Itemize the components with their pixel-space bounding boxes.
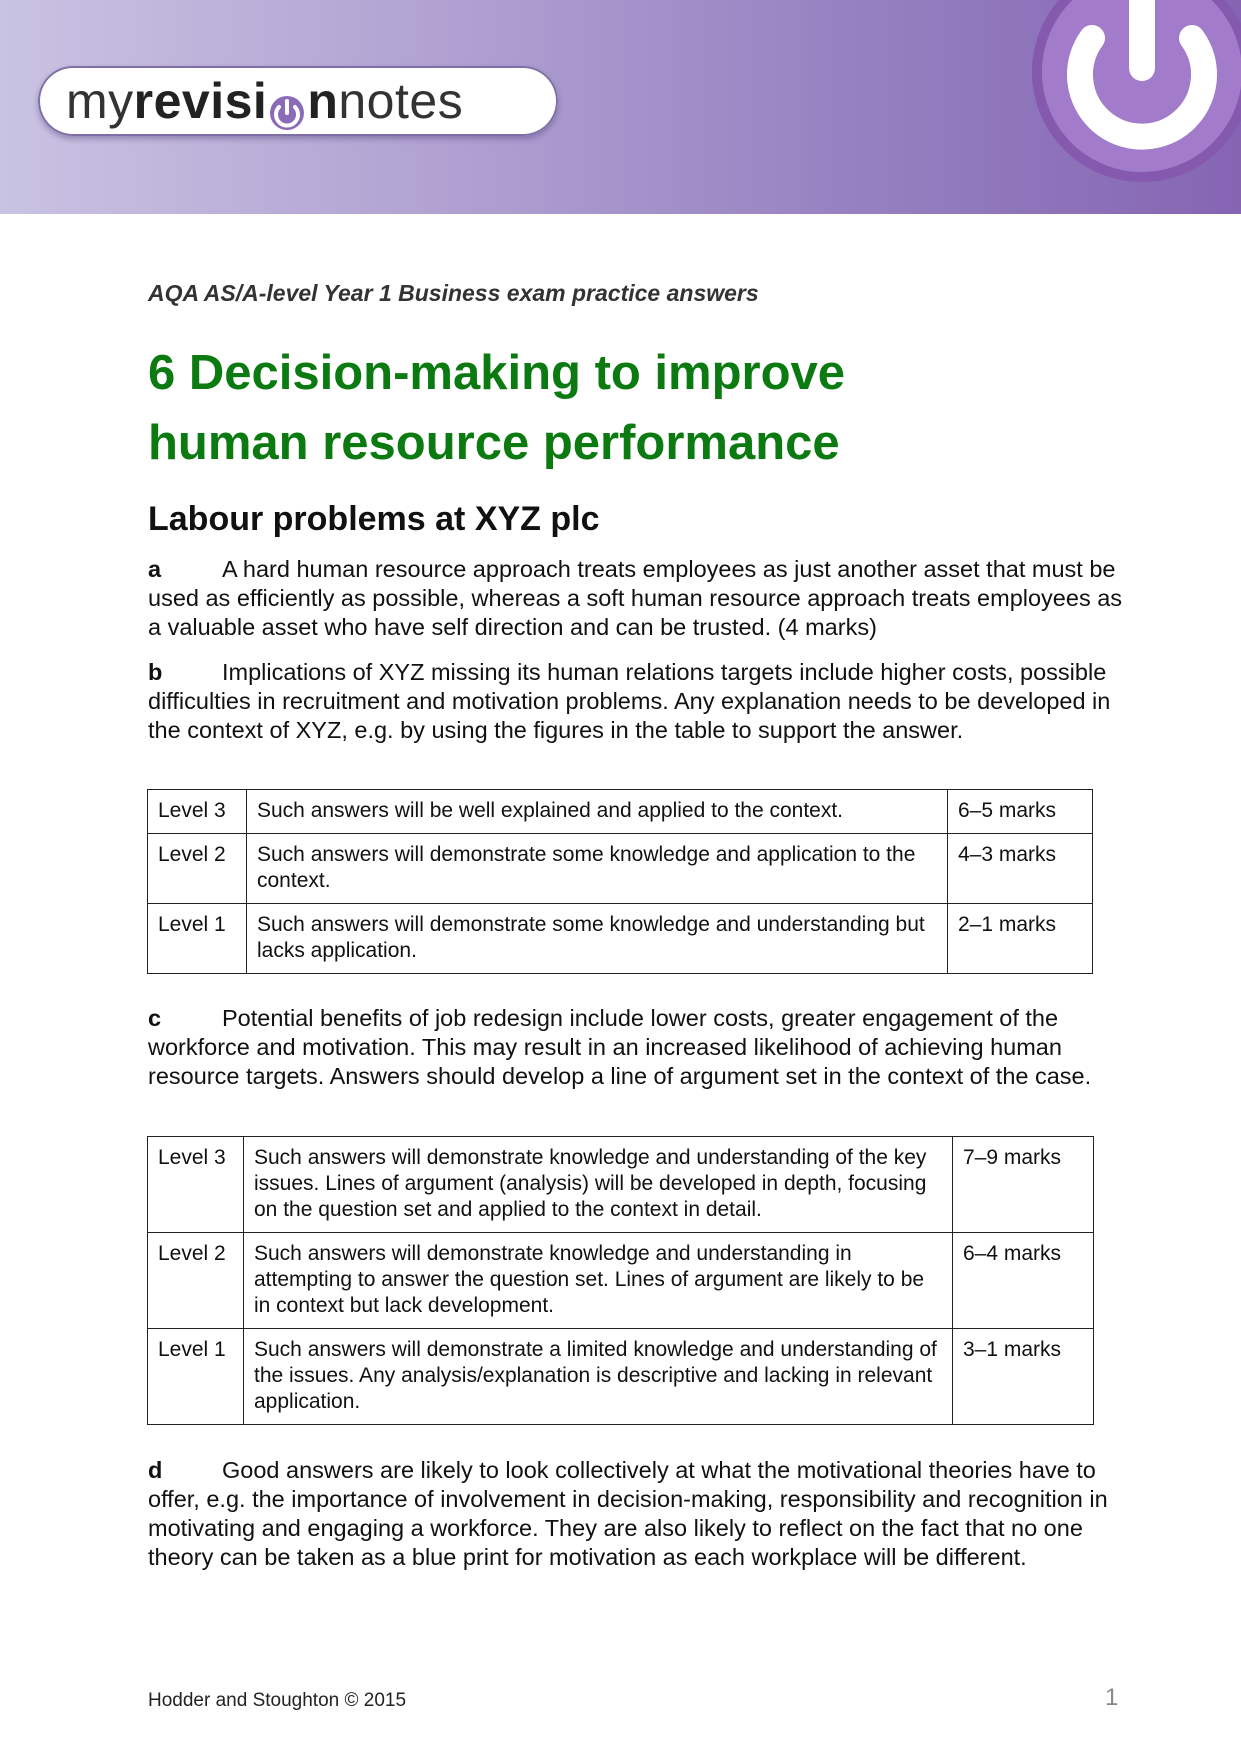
logo-text-my: my <box>66 73 134 129</box>
header-banner <box>0 0 1241 214</box>
answer-letter: a <box>148 556 162 582</box>
logo-text-notes: notes <box>338 73 464 129</box>
marks-cell: 4–3 marks <box>948 834 1093 904</box>
answer-letter: b <box>148 659 163 685</box>
page-title <box>148 338 1128 478</box>
answer-b <box>148 658 1128 745</box>
section-heading: Labour problems at XYZ plc <box>148 500 600 538</box>
level-cell: Level 3 <box>148 1137 244 1233</box>
level-cell: Level 1 <box>148 1329 244 1425</box>
page-number: 1 <box>1105 1684 1119 1711</box>
table-row <box>148 1137 1094 1233</box>
description-cell: Such answers will be well explained and applied to the context. <box>247 790 948 834</box>
level-cell: Level 3 <box>148 790 247 834</box>
table-row <box>148 834 1093 904</box>
answer-letter: d <box>148 1457 163 1483</box>
footer-publisher: Hodder and Stoughton © 2015 <box>148 1690 407 1711</box>
table-row <box>148 790 1093 834</box>
answer-text: A hard human resource approach treats employees as just another asset that must be used as efficiently as possible, whereas a soft human resource approach treats employees as a valuable asset who have self direction and can be trusted. (4 marks) <box>148 556 1123 640</box>
description-cell: Such answers will demonstrate knowledge and understanding of the key issues. Lines of argument (analysis) will be developed in depth, focusing on the question set and applied to the context in detail. <box>244 1137 953 1233</box>
marks-cell: 3–1 marks <box>953 1329 1094 1425</box>
my-revision-notes-logo <box>38 66 558 136</box>
marks-cell: 6–4 marks <box>953 1233 1094 1329</box>
marks-cell: 7–9 marks <box>953 1137 1094 1233</box>
title-line-2: human resource performance <box>148 416 840 470</box>
table-row <box>148 904 1093 974</box>
answer-text: Good answers are likely to look collectively at what the motivational theories have to offer, e.g. the importance of involvement in decision-making, responsibility and recognition in motivating and engaging a workforce. They are also likely to reflect on the fact that no one theory can be taken as a blue print for motivation as each workplace will be different. <box>148 1457 1108 1570</box>
marks-cell: 6–5 marks <box>948 790 1093 834</box>
level-cell: Level 1 <box>148 904 247 974</box>
power-icon <box>1030 0 1241 200</box>
table-row <box>148 1329 1094 1425</box>
answer-letter: c <box>148 1005 162 1031</box>
level-cell: Level 2 <box>148 1233 244 1329</box>
logo-text-n: n <box>307 73 339 129</box>
description-cell: Such answers will demonstrate some knowledge and application to the context. <box>247 834 948 904</box>
answer-text: Potential benefits of job redesign include lower costs, greater engagement of the workforce and motivation. This may result in an increased likelihood of achieving human resource targets. Answers should develop a line of argument set in the context of the case. <box>148 1005 1092 1089</box>
description-cell: Such answers will demonstrate a limited knowledge and understanding of the issues. Any analysis/explanation is descriptive and lacking in relevant application. <box>244 1329 953 1425</box>
level-cell: Level 2 <box>148 834 247 904</box>
answer-d <box>148 1456 1128 1572</box>
marks-cell: 2–1 marks <box>948 904 1093 974</box>
answer-text: Implications of XYZ missing its human relations targets include higher costs, possible difficulties in recruitment and motivation problems. Any explanation needs to be developed in the context of XYZ, e.g. by using the figures in the table to support the answer. <box>148 659 1111 743</box>
description-cell: Such answers will demonstrate some knowledge and understanding but lacks application. <box>247 904 948 974</box>
title-line-1: 6 Decision-making to improve <box>148 346 846 400</box>
description-cell: Such answers will demonstrate knowledge and understanding in attempting to answer the question set. Lines of argument are likely to be in context but lack development. <box>244 1233 953 1329</box>
logo-power-o-icon <box>268 86 306 124</box>
logo-text-revisi: revisi <box>133 73 268 129</box>
answer-a <box>148 555 1128 642</box>
mark-scheme-table-b <box>147 789 1093 974</box>
answer-c <box>148 1004 1128 1091</box>
document-subtitle: AQA AS/A-level Year 1 Business exam practice answers <box>148 280 759 306</box>
table-row <box>148 1233 1094 1329</box>
mark-scheme-table-c <box>147 1136 1094 1425</box>
